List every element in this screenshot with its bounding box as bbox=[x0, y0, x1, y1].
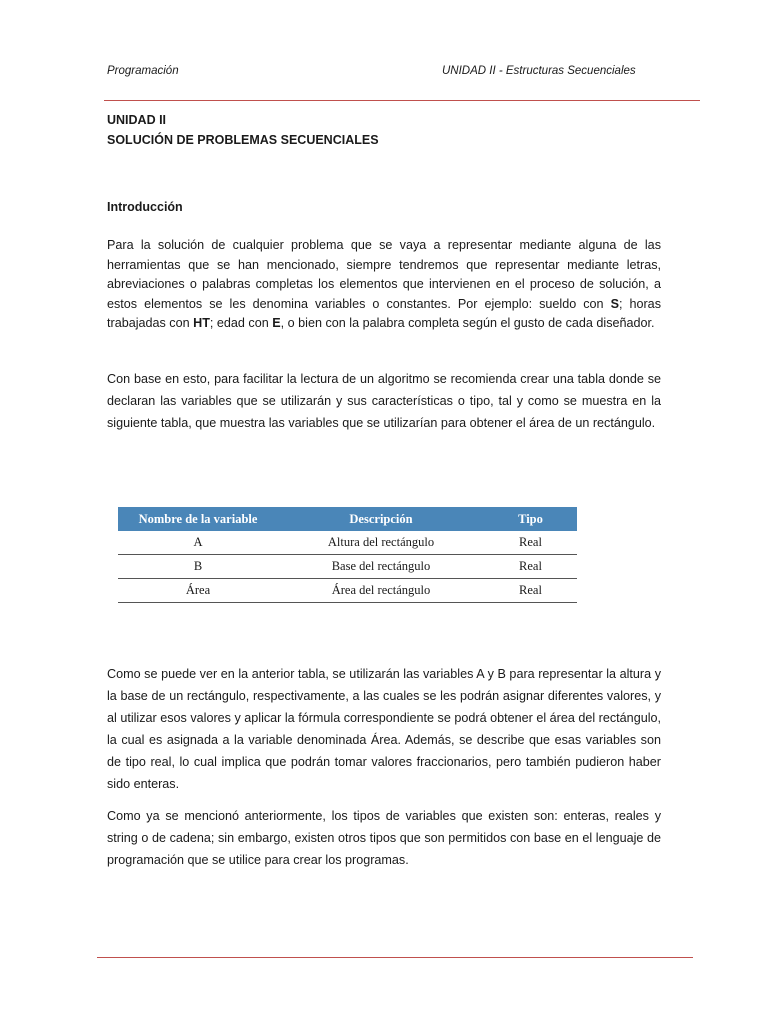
paragraph-3: Como se puede ver en la anterior tabla, se utilizarán las variables A y B para representar la altura y la base de un rectángulo, respectivamente, a las cuales se les podrán asignar diferentes valores, y al utilizar esos valores y aplicar la fórmula correspondiente se podrá obtener el área del rectángulo, la cual es asignada a la variable denominada Área. Además, se describe que esas variables son de tipo real, lo cual implica que podrán tomar valores fraccionarios, pero también pudieron haber sido enteras. bbox=[107, 667, 661, 791]
table-header-row bbox=[118, 507, 577, 531]
table-cell: Real bbox=[484, 579, 577, 603]
table-cell: Área bbox=[118, 579, 278, 603]
header-course: Programación bbox=[107, 65, 179, 77]
paragraph-1-text-a: Para la solución de cualquier problema que se vaya a representar mediante alguna de las herramientas que se han mencionado, siempre tendremos que representar mediante letras, abreviaciones o palabras completas los elementos que intervienen en el proceso de solución, a estos elementos se les denomina variables o constantes. Por ejemplo: sueldo con bbox=[107, 238, 661, 311]
footer-rule bbox=[97, 957, 693, 958]
paragraph-2: Con base en esto, para facilitar la lectura de un algoritmo se recomienda crear una tabla donde se declaran las variables que se utilizarán y sus características o tipo, tal y como se muestra en la siguiente tabla, que muestra las variables que se utilizarían para obtener el área de un rectángulo. bbox=[107, 372, 661, 430]
table-cell: B bbox=[118, 555, 278, 579]
variables-table bbox=[118, 507, 577, 603]
unit-title-line1: UNIDAD II bbox=[107, 113, 167, 127]
table-row bbox=[118, 579, 577, 603]
table-cell: Área del rectángulo bbox=[278, 579, 484, 603]
header-rule bbox=[104, 100, 700, 101]
table-cell: Base del rectángulo bbox=[278, 555, 484, 579]
unit-title bbox=[107, 110, 379, 150]
paragraph-1-text-e: , o bien con la palabra completa según el gusto de cada diseñador. bbox=[280, 316, 655, 330]
page-header bbox=[107, 63, 700, 83]
paragraph-1-bold-s: S bbox=[610, 296, 619, 311]
table-cell: Real bbox=[484, 555, 577, 579]
table-header-description: Descripción bbox=[278, 507, 484, 531]
header-unit: UNIDAD II - Estructuras Secuenciales bbox=[442, 65, 636, 77]
table-row bbox=[118, 531, 577, 555]
section-heading: Introducción bbox=[107, 200, 183, 214]
table-cell: Real bbox=[484, 531, 577, 555]
table-header-name: Nombre de la variable bbox=[118, 507, 278, 531]
table-cell: A bbox=[118, 531, 278, 555]
unit-title-line2: SOLUCIÓN DE PROBLEMAS SECUENCIALES bbox=[107, 133, 379, 147]
table-cell: Altura del rectángulo bbox=[278, 531, 484, 555]
paragraph-1-text-c: ; horas trabajadas con bbox=[107, 296, 661, 330]
paragraph-4: Como ya se mencionó anteriormente, los tipos de variables que existen son: enteras, reales y string o de cadena; sin embargo, existen otros tipos que son permitidos con base en el lenguaje de programación que se utilice para crear los programas. bbox=[107, 809, 661, 867]
paragraph-1-bold-e: E bbox=[272, 316, 281, 330]
table-row bbox=[118, 555, 577, 579]
paragraph-1-bold-ht: HT bbox=[193, 316, 210, 330]
paragraph-1 bbox=[107, 236, 661, 334]
table-header-type: Tipo bbox=[484, 507, 577, 531]
paragraph-1-text-d: ; edad con bbox=[209, 316, 273, 330]
